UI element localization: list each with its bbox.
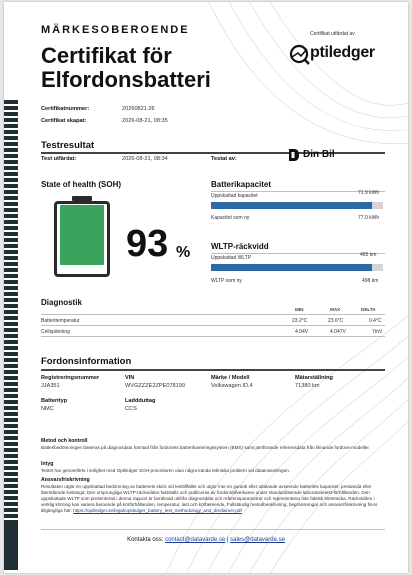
tested-by-label: Testat av: bbox=[211, 156, 237, 162]
title-line-1: Certifikat för bbox=[41, 43, 172, 68]
odometer-value: 71380 km bbox=[295, 383, 320, 389]
attest-text: Testet har genomförts i enlighet med Optiledger SOH-proceduren utan några kända tekniska problem vid datainsamlingen. bbox=[41, 468, 290, 473]
contact-email-link[interactable]: contact@datavarde.se bbox=[165, 537, 226, 543]
reg-label: Registreringsnummer bbox=[41, 375, 100, 381]
soh-value: 93 bbox=[126, 223, 169, 265]
footer-contact bbox=[4, 537, 408, 543]
header-kicker: MÄRKESOBEROENDE bbox=[41, 24, 190, 36]
diag-divider-top bbox=[41, 314, 385, 315]
issuer-caption: Certifikat utfärdat av bbox=[310, 31, 355, 37]
disclaimer-link[interactable]: https://optiledger.se/legal/optiledger_battery_test_methodology_and_disclaimer.pdf bbox=[73, 508, 242, 513]
left-stripe-block bbox=[4, 522, 18, 570]
certificate-page bbox=[4, 2, 408, 573]
wltp-new-label: WLTP som ny bbox=[211, 278, 242, 284]
diag-row-2-min: 4.04V bbox=[295, 329, 309, 335]
footer-divider bbox=[41, 529, 385, 530]
diag-col-min: MIN bbox=[295, 307, 304, 312]
diag-row-1-label: Batteritemperatur bbox=[41, 318, 80, 324]
issuer-name: ptiledger bbox=[310, 44, 375, 61]
diag-row-1-delta: 0.4°C bbox=[369, 318, 382, 324]
wltp-bar-fill bbox=[211, 264, 372, 271]
wltp-divider bbox=[211, 253, 385, 254]
issuer-logo bbox=[288, 42, 388, 68]
battery-icon bbox=[54, 196, 110, 274]
cert-number-value: 20260821.26 bbox=[122, 106, 155, 112]
diag-row-2-label: Cellspänning bbox=[41, 329, 70, 335]
capacity-measured-value: 71.9 kWh bbox=[358, 190, 380, 196]
capacity-bar-track bbox=[211, 202, 383, 209]
reg-value: JJA351 bbox=[41, 383, 60, 389]
contact-prefix: Kontakta oss: bbox=[127, 537, 164, 543]
wltp-heading: WLTP-räckvidd bbox=[211, 242, 269, 251]
disclaimer-text: Resultaten utgör en uppskattad bedömning av batteriets skick vid testtillfället och utgör inte en garanti eller uttalande avseende batteriets kapacitet, prestanda eller återstående livslängd. Den ursprungliga WLTP-räckvidden fastställs och publiceras av fordonstillverkaren under standardiserade laboratorietest-förhållanden. Den uppskattade WLTP som presenteras i denna rapport är beräknad utifrån diagnosdata och referensparametrar och representerar inte faktisk körsträcka. Räckvidden i verklig körning kan variera beroende på körförhållanden, temperatur, last och körbeteende. Fullständig metodbeskrivning, begränsningar och ansvarsfriskrivning finns tillgängliga här: bbox=[41, 484, 378, 513]
capacity-heading: Batterikapacitet bbox=[211, 180, 272, 189]
charge-port-value: CCS bbox=[125, 406, 137, 412]
method-heading: Metod och kontroll bbox=[41, 438, 88, 444]
test-heading: Testresultat bbox=[41, 140, 95, 151]
cert-created-value: 2026-08-21, 08:35 bbox=[122, 118, 168, 124]
diag-row-1-max: 23.6°C bbox=[328, 318, 344, 324]
vehicle-heading: Fordonsinformation bbox=[41, 356, 132, 367]
wltp-measured-label: Uppskattad WLTP bbox=[211, 255, 252, 261]
capacity-bar-fill bbox=[211, 202, 372, 209]
vin-value: WVGZZZE2ZPE078199 bbox=[125, 383, 185, 389]
diag-col-delta: DELTA bbox=[361, 307, 376, 312]
diag-row-2-delta: 7mV bbox=[372, 329, 383, 335]
attest-heading: Intyg bbox=[41, 461, 54, 467]
capacity-new-label: Kapacitet som ny bbox=[211, 215, 250, 221]
vehicle-divider bbox=[41, 369, 385, 371]
vin-label: VIN bbox=[125, 375, 135, 381]
wltp-new-value: 498 km bbox=[362, 278, 379, 284]
cert-created-label: Certifikat skapat: bbox=[41, 118, 87, 124]
diag-row-2-max: 4.047V bbox=[330, 329, 346, 335]
tested-by-value: Din Bil bbox=[303, 149, 335, 160]
test-issued-label: Test utfärdat: bbox=[41, 156, 77, 162]
wltp-bar-track bbox=[211, 264, 383, 271]
capacity-measured-label: Uppskattad kapacitet bbox=[211, 193, 258, 199]
soh-unit: % bbox=[176, 244, 191, 261]
wltp-measured-value: 465 km bbox=[360, 252, 377, 258]
model-label: Märke / Modell bbox=[211, 375, 250, 381]
test-issued-value: 2026-08-21, 08:34 bbox=[122, 156, 168, 162]
sales-email-link[interactable]: sales@datavarde.se bbox=[230, 537, 285, 543]
odometer-label: Mätarställning bbox=[295, 375, 333, 381]
diag-divider-bottom bbox=[41, 336, 385, 337]
left-stripe-decoration bbox=[4, 100, 18, 570]
disclaimer-body bbox=[41, 484, 385, 514]
contact-separator: | bbox=[226, 537, 229, 543]
charge-port-label: Laddduttag bbox=[125, 398, 156, 404]
capacity-new-value: 77.0 kWh bbox=[358, 215, 380, 221]
diag-row-1-min: 23.2°C bbox=[292, 318, 308, 324]
title-line-2: Elfordonsbatteri bbox=[41, 67, 211, 92]
soh-heading: State of health (SOH) bbox=[41, 180, 122, 189]
battery-level-fill bbox=[60, 205, 104, 265]
cert-number-label: Certifikatnummer: bbox=[41, 106, 90, 112]
method-text: Batteribedömningen baseras på diagnosdata hämtad från fordonets batterihanteringssystem (BMS) samt jämförande referensdata från liknande fordons-modeller. bbox=[41, 445, 370, 450]
diag-divider-mid bbox=[41, 325, 385, 326]
model-value: Volkswagen ID.4 bbox=[211, 383, 253, 389]
din-bil-logo-icon bbox=[288, 148, 300, 162]
battery-type-label: Batterityp bbox=[41, 398, 68, 404]
battery-type-value: NMC bbox=[41, 406, 54, 412]
diag-col-max: MAX bbox=[330, 307, 341, 312]
disclaimer-heading: Ansvarsfriskrivning bbox=[41, 477, 90, 483]
optiledger-logo-icon bbox=[288, 43, 310, 65]
diagnostics-heading: Diagnostik bbox=[41, 298, 82, 307]
